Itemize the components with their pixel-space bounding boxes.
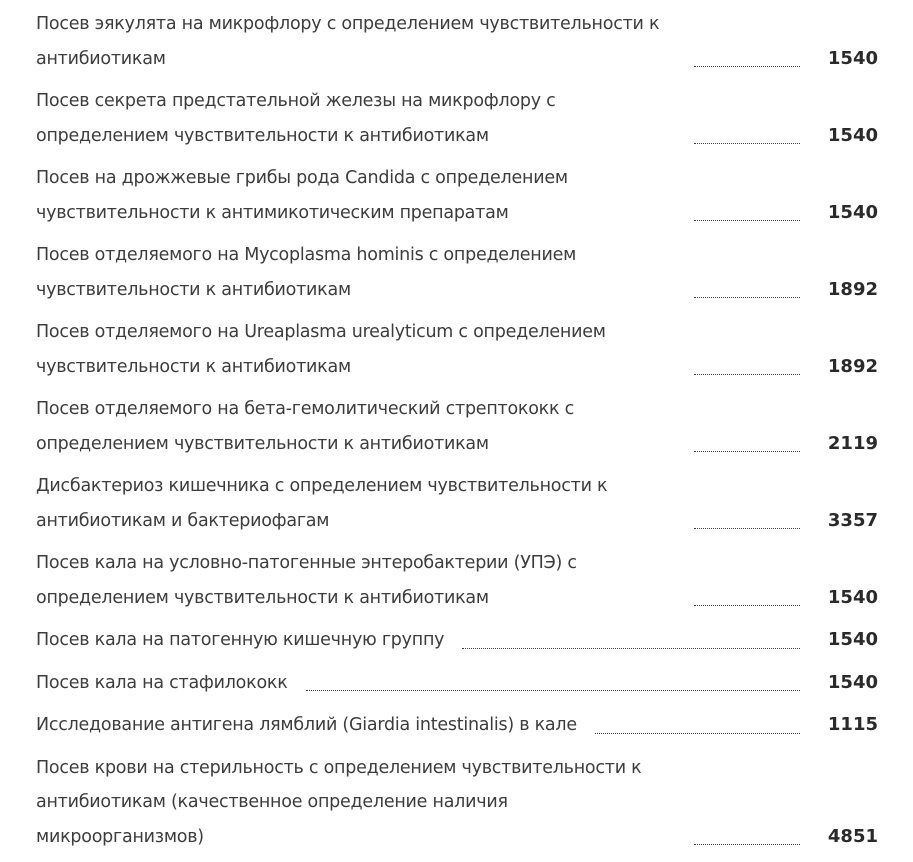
price-row[interactable]	[36, 469, 878, 538]
service-price: 1540	[827, 629, 878, 650]
service-price: 2119	[827, 432, 878, 454]
service-price: 1892	[827, 278, 878, 300]
service-name: Посев кала на патогенную кишечную группу	[36, 630, 445, 650]
service-name: Посев кала на стафилококк	[36, 672, 288, 693]
dotted-leader	[694, 143, 800, 144]
dotted-leader	[694, 220, 800, 221]
service-name: Посев отделяемого на бета-гемолитический стрептококк с определением чувствительности к антибиотикам	[36, 399, 575, 454]
dotted-leader	[694, 451, 800, 452]
service-name: Посев секрета предстательной железы на микрофлору с определением чувствительности к антибиотикам	[36, 91, 556, 146]
service-price: 1540	[827, 47, 878, 69]
service-name: Посев крови на стерильность с определением чувствительности к антибиотикам (качественное определение наличия микроорганизмов)	[36, 757, 642, 847]
dotted-leader	[694, 66, 800, 67]
service-price: 1115	[827, 714, 878, 735]
dotted-leader	[694, 605, 800, 606]
dotted-leader	[462, 648, 800, 649]
price-row[interactable]	[36, 161, 878, 230]
price-row[interactable]	[36, 623, 878, 658]
dotted-leader	[306, 690, 800, 691]
dotted-leader	[694, 528, 800, 529]
service-name: Посев на дрожжевые грибы рода Candida с определением чувствительности к антимикотическим препаратам	[36, 168, 568, 223]
dotted-leader	[694, 297, 800, 298]
service-name: Посев кала на условно-патогенные энтеробактерии (УПЭ) с определением чувствительности к антибиотикам	[36, 553, 577, 608]
price-row[interactable]	[36, 666, 878, 701]
price-row[interactable]	[36, 238, 878, 307]
dotted-leader	[595, 733, 800, 734]
price-list	[36, 7, 878, 862]
dotted-leader	[694, 374, 800, 375]
price-row[interactable]	[36, 546, 878, 615]
service-price: 1540	[827, 586, 878, 608]
service-price: 3357	[827, 509, 878, 531]
price-row[interactable]	[36, 84, 878, 153]
service-name: Дисбактериоз кишечника с определением чувствительности к антибиотикам и бактериофагам	[36, 476, 608, 531]
service-name: Исследование антигена лямблий (Giardia intestinalis) в кале	[36, 715, 577, 735]
price-row[interactable]	[36, 7, 878, 76]
service-price: 1540	[827, 124, 878, 146]
service-price: 1540	[827, 671, 878, 693]
price-row[interactable]	[36, 315, 878, 384]
dotted-leader	[694, 844, 800, 845]
service-price: 1540	[827, 201, 878, 223]
service-name: Посев отделяемого на Ureaplasma urealyticum с определением чувствительности к антибиотикам	[36, 322, 606, 377]
service-price: 4851	[827, 825, 878, 847]
price-row[interactable]	[36, 708, 878, 743]
service-name: Посев эякулята на микрофлору с определением чувствительности к антибиотикам	[36, 14, 660, 69]
service-name: Посев отделяемого на Mycoplasma hominis с определением чувствительности к антибиотикам	[36, 245, 577, 300]
price-row[interactable]	[36, 392, 878, 461]
price-row[interactable]	[36, 751, 878, 855]
service-price: 1892	[827, 355, 878, 377]
